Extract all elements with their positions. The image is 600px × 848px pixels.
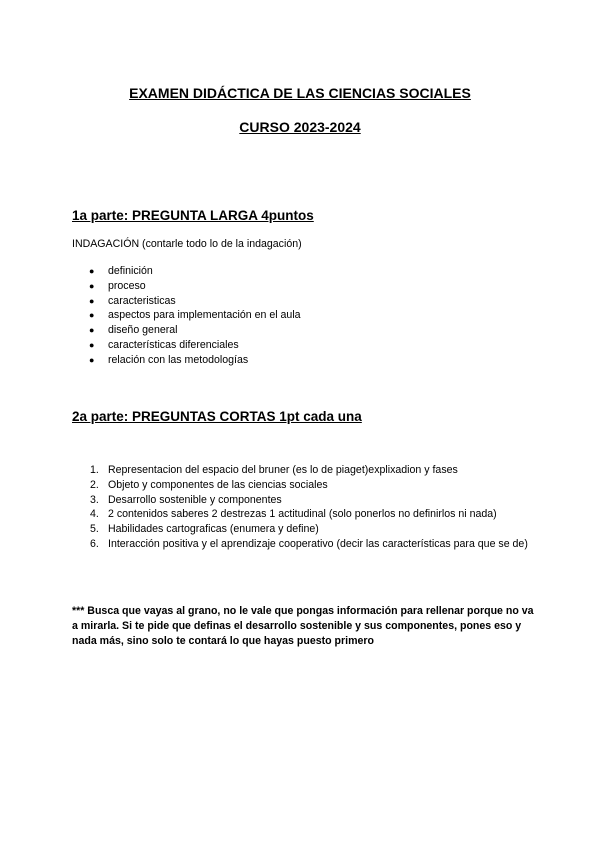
list-item: 2. Objeto y componentes de las ciencias sociales	[90, 478, 328, 491]
list-item: 6. Interacción positiva y el aprendizaje cooperativo (decir las características para que se de)	[90, 537, 528, 550]
exam-title: EXAMEN DIDÁCTICA DE LAS CIENCIAS SOCIALES	[129, 85, 471, 101]
item-number: 5.	[90, 523, 99, 536]
item-number: 4.	[90, 508, 99, 521]
part2-numbered-list	[72, 463, 532, 552]
bullet-icon: ●	[89, 339, 95, 350]
part2-heading: 2a parte: PREGUNTAS CORTAS 1pt cada una	[72, 409, 362, 424]
list-item: 4. 2 contenidos saberes 2 destrezas 1 actitudinal (solo ponerlos no definirlos ni nada)	[90, 508, 497, 521]
item-number: 6.	[90, 537, 99, 550]
list-item: 3. Desarrollo sostenible y componentes	[90, 493, 282, 506]
course-year: CURSO 2023-2024	[239, 119, 361, 135]
list-item: ● relación con las metodologías	[89, 353, 249, 366]
list-item: 1. Representacion del espacio del bruner (es lo de piaget)explixadion y fases	[90, 464, 458, 476]
bullet-icon: ●	[89, 266, 95, 276]
bullet-icon: ●	[89, 310, 95, 321]
bullet-icon: ●	[89, 295, 95, 306]
list-item: ● aspectos para implementación en el aula	[89, 309, 301, 322]
exam-note: *** Busca que vayas al grano, no le vale que pongas información para rellenar porque no va a mirarla. Si te pide que definas el desarrollo sostenible y sus componentes, pones eso y nada más, sino solo te contará lo que hayas puesto primero	[72, 605, 534, 647]
list-item: ● diseño general	[89, 324, 178, 337]
bullet-icon: ●	[89, 280, 95, 291]
part1-bullet-list	[72, 264, 301, 368]
bullet-icon: ●	[89, 354, 95, 365]
part1-intro: INDAGACIÓN (contarle todo lo de la indagación)	[72, 238, 302, 250]
item-number: 2.	[90, 478, 99, 491]
list-item: ● características diferenciales	[89, 338, 239, 351]
item-number: 3.	[90, 493, 99, 506]
list-item: ● definición	[89, 265, 153, 277]
list-item: ● proceso	[89, 279, 146, 292]
list-item: ● caracteristicas	[89, 294, 176, 307]
item-number: 1.	[90, 464, 99, 476]
part1-heading: 1a parte: PREGUNTA LARGA 4puntos	[72, 208, 314, 223]
list-item: 5. Habilidades cartograficas (enumera y define)	[90, 523, 319, 536]
bullet-icon: ●	[89, 325, 95, 336]
